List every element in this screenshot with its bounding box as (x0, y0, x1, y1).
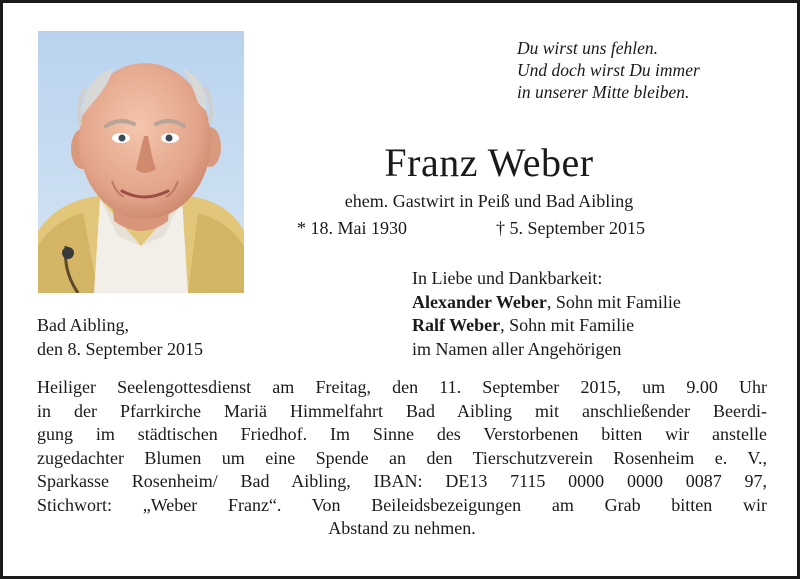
mourner-name: Ralf Weber (412, 315, 501, 335)
memorial-quote (517, 37, 777, 103)
service-line: gung im städtischen Friedhof. Im Sinne des Verstorbenen bitten wir anstelle (37, 424, 767, 444)
service-line: in der Pfarrkirche Mariä Himmelfahrt Bad Aibling mit anschließender Beerdi- (37, 400, 767, 421)
service-line: Stichwort: „Weber Franz“. Von Beileidsbezeigungen am Grab bitten wir (37, 494, 767, 515)
place-and-date (37, 314, 203, 361)
date: den 8. September 2015 (37, 338, 203, 359)
service-line: Sparkasse Rosenheim/ Bad Aibling, IBAN: DE13 7115 0000 0000 0087 97, (37, 471, 767, 491)
service-line: zugedachter Blumen um eine Spende an den Tierschutzverein Rosenheim e. V., (37, 447, 767, 468)
mourner-relation: , Sohn mit Familie (500, 315, 635, 335)
deceased-occupation: ehem. Gastwirt in Peiß und Bad Aibling (344, 191, 634, 211)
mourner-name: Alexander Weber (412, 291, 547, 312)
place: Bad Aibling, (37, 315, 130, 335)
mourner-relation: , Sohn mit Familie (546, 291, 681, 312)
mourners-list (412, 267, 792, 361)
birth-date: * 18. Mai 1930 (297, 218, 407, 238)
quote-line: Und doch wirst Du immer (517, 60, 700, 80)
deceased-name: Franz Weber (384, 140, 594, 185)
quote-line: Du wirst uns fehlen. (517, 38, 658, 58)
service-announcement (37, 376, 767, 541)
mourner-entry (412, 291, 792, 315)
service-line: Heiliger Seelengottesdienst am Freitag, den 11. September 2015, um 9.00 Uhr (37, 377, 767, 397)
mourners-closing: im Namen aller Angehörigen (412, 338, 622, 359)
portrait-photo (38, 31, 244, 293)
mourner-entry (412, 314, 792, 338)
death-date: † 5. September 2015 (496, 218, 645, 238)
mourners-intro: In Liebe und Dankbarkeit: (412, 268, 603, 288)
portrait-illustration (38, 31, 244, 293)
quote-line: in unserer Mitte bleiben. (517, 82, 690, 102)
service-line: Abstand zu nehmen. (328, 518, 476, 538)
